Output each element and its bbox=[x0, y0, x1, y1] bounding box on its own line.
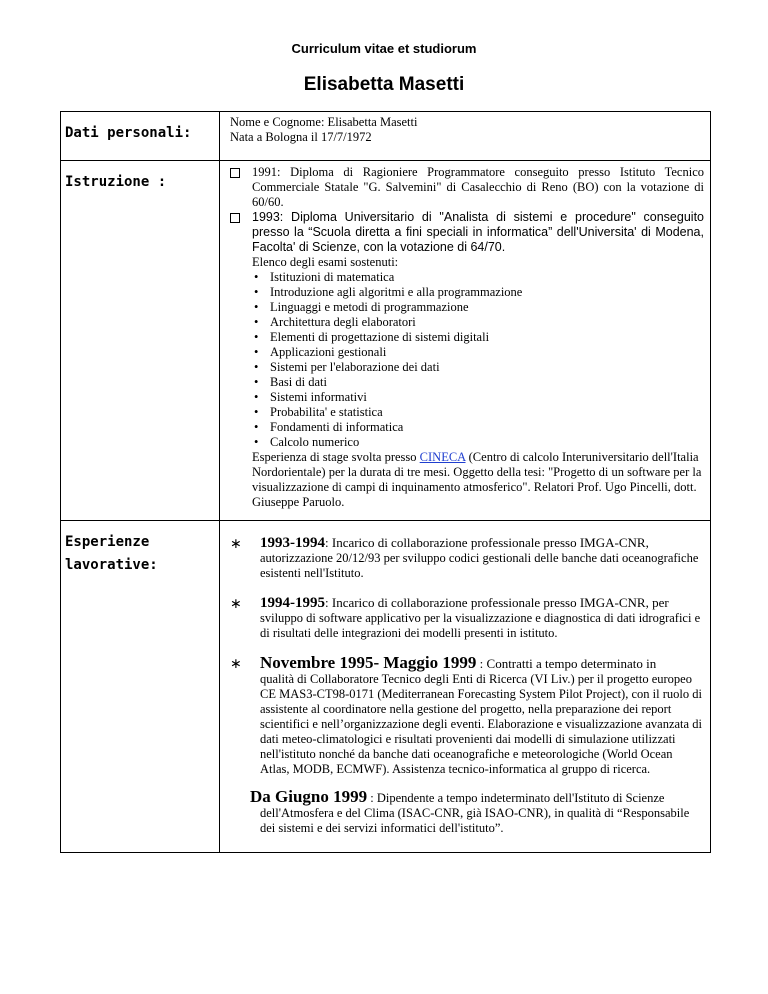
exams-intro: Elenco degli esami sostenuti: bbox=[252, 255, 399, 269]
job-entry bbox=[230, 655, 704, 777]
personal-content bbox=[220, 112, 711, 161]
job-description: sviluppo di software applicativo per la visualizzazione e diagnostica di dati idrografici e di risultati delle integrazioni dei modelli presenti in istituto. bbox=[260, 611, 701, 640]
exam-item: • Linguaggi e metodi di programmazione bbox=[252, 300, 704, 315]
document-subtitle: Curriculum vitae et studiorum bbox=[291, 41, 477, 56]
education-label: Istruzione : bbox=[61, 161, 220, 521]
job-year: 1993-1994 bbox=[260, 535, 325, 551]
job-entry bbox=[230, 595, 704, 641]
exam-item: • Sistemi informativi bbox=[252, 390, 704, 405]
education-item-text: 1993: Diploma Universitario di "Analista di sistemi e procedure" conseguito presso la “Scuola diretta a fini speciali in informatica” dell'Universita' di Modena, Facolta' di Scienze, con la votazione di 64/70. bbox=[252, 210, 704, 254]
job-title: : Incarico di collaborazione professionale presso IMGA-CNR, per bbox=[325, 595, 669, 610]
job-entry-current bbox=[230, 789, 704, 836]
checkbox-square-icon bbox=[230, 168, 240, 178]
cv-table bbox=[60, 111, 711, 853]
job-entry bbox=[230, 535, 704, 581]
stage-text-before: Esperienza di stage svolta presso bbox=[252, 450, 420, 464]
job-description: qualità di Collaboratore Tecnico degli Enti di Ricerca (VI Liv.) per il progetto europeo CE MAS3-CT98-0171 (Mediterranean Forecasting System Pilot Project), con il ruolo di assistente al coordinatore nella gestione del progetto, nella preparazione dei report scientifici e nell’organizzazione degli eventi. Elaborazione e visualizzazione avanzata di dati meteo-climatologici e risultati provenienti dai modelli di simulazione utilizzati nell'istituto nonché da banche dati oceanografiche e meteorologiche (World Ocean Atlas, MODB, ECMWF). Assistenza tecnico-informatica al gruppo di ricerca. bbox=[260, 672, 702, 776]
job-year: 1994-1995 bbox=[260, 595, 325, 611]
exams-block bbox=[230, 255, 704, 510]
checkbox-square-icon bbox=[230, 213, 240, 223]
job-title: : Incarico di collaborazione professionale presso IMGA-CNR, bbox=[325, 535, 649, 550]
asterisk-icon: ∗ bbox=[230, 656, 242, 672]
education-row bbox=[61, 161, 711, 521]
personal-line: Nata a Bologna il 17/7/1972 bbox=[230, 130, 372, 144]
exam-item: • Elementi di progettazione di sistemi digitali bbox=[252, 330, 704, 345]
education-item-text: 1991: Diploma di Ragioniere Programmatore conseguito presso Istituto Tecnico Commerciale Statale "G. Salvemini" di Casalecchio di Reno (BO) con la votazione di 60/60. bbox=[252, 165, 704, 209]
document-header bbox=[0, 41, 768, 96]
personal-row bbox=[61, 112, 711, 161]
exam-list bbox=[252, 270, 704, 450]
job-description: : Dipendente a tempo indeterminato dell'Istituto di Scienze dell'Atmosfera e del Clima (ISAC-CNR, già ISAO-CNR), in qualità di “Responsabile dei sistemi e dei servizi informatici dell'istituto”. bbox=[260, 791, 690, 835]
personal-label: Dati personali: bbox=[61, 112, 220, 161]
job-year: Da Giugno 1999 bbox=[250, 787, 368, 806]
work-row bbox=[61, 521, 711, 853]
education-content bbox=[220, 161, 711, 521]
exam-item: • Calcolo numerico bbox=[252, 435, 704, 450]
asterisk-icon: ∗ bbox=[230, 536, 242, 552]
exam-item: • Architettura degli elaboratori bbox=[252, 315, 704, 330]
person-name: Elisabetta Masetti bbox=[303, 74, 465, 95]
job-year: Novembre 1995- Maggio 1999 bbox=[260, 653, 477, 672]
exam-item: • Introduzione agli algoritmi e alla programmazione bbox=[252, 285, 704, 300]
asterisk-icon: ∗ bbox=[230, 596, 242, 612]
exam-item: • Basi di dati bbox=[252, 375, 704, 390]
education-item bbox=[230, 165, 704, 210]
stage-paragraph bbox=[252, 450, 704, 510]
work-label: Esperienze lavorative: bbox=[61, 521, 220, 853]
stage-text-after: (Centro di calcolo Interuniversitario dell'Italia Nordorientale) per la durata di tre mesi. Oggetto della tesi: "Progetto di un software per la visualizzazione di campi di inquinamento atmosferico". Relatori Prof. Ugo Pincelli, dott. Giuseppe Paruolo. bbox=[252, 450, 702, 509]
exam-item: • Istituzioni di matematica bbox=[252, 270, 704, 285]
personal-line: Nome e Cognome: Elisabetta Masetti bbox=[230, 115, 418, 129]
exam-item: • Applicazioni gestionali bbox=[252, 345, 704, 360]
work-content bbox=[220, 521, 711, 853]
cineca-link[interactable]: CINECA bbox=[419, 450, 466, 464]
job-description: autorizzazione 20/12/93 per sviluppo codici gestionali delle banche dati oceanografiche esistenti nell'Istituto. bbox=[260, 551, 699, 580]
job-title: : Contratti a tempo determinato in bbox=[476, 656, 657, 671]
education-item bbox=[230, 210, 704, 255]
exam-item: • Fondamenti di informatica bbox=[252, 420, 704, 435]
exam-item: • Sistemi per l'elaborazione dei dati bbox=[252, 360, 704, 375]
exam-item: • Probabilita' e statistica bbox=[252, 405, 704, 420]
